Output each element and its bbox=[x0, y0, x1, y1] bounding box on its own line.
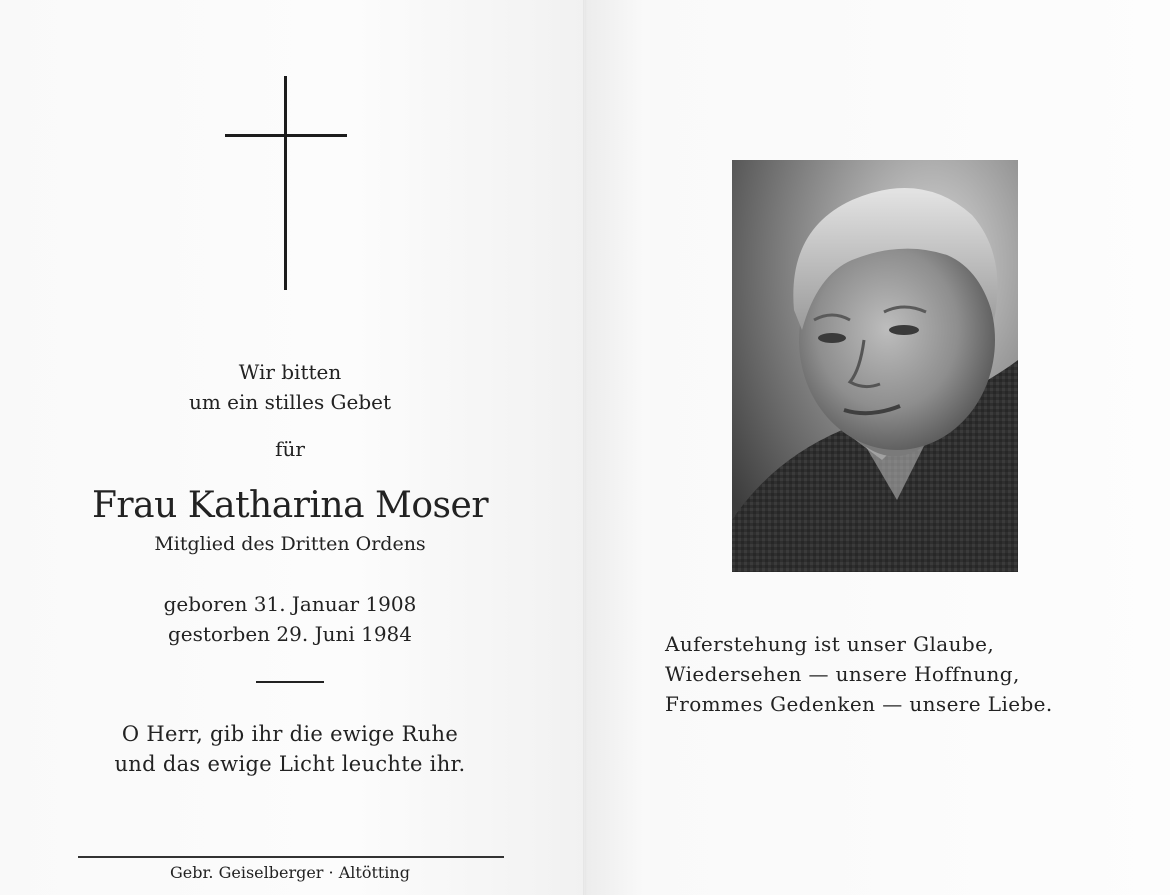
deceased-name: Frau Katharina Moser bbox=[91, 485, 489, 526]
plea-line-2: um ein stilles Gebet bbox=[188, 390, 392, 414]
prayer-line-1: O Herr, gib ihr die ewige Ruhe bbox=[121, 722, 459, 746]
latin-cross-icon bbox=[225, 76, 347, 290]
motto-line-2: Wiedersehen — unsere Hoffnung, bbox=[665, 662, 1020, 686]
motto-line-3: Frommes Gedenken — unsere Liebe. bbox=[665, 692, 1053, 716]
page-fold bbox=[583, 0, 587, 895]
for-word: für bbox=[275, 437, 305, 461]
prayer-line-2: und das ewige Licht leuchte ihr. bbox=[114, 752, 466, 776]
motto-line-1: Auferstehung ist unser Glaube, bbox=[665, 632, 995, 656]
plea-line-1: Wir bitten bbox=[238, 360, 342, 384]
portrait-illustration bbox=[732, 160, 1018, 572]
membership-line: Mitglied des Dritten Ordens bbox=[154, 533, 426, 555]
printer-imprint: Gebr. Geiselberger · Altötting bbox=[170, 863, 410, 882]
short-divider bbox=[256, 681, 324, 683]
death-date: gestorben 29. Juni 1984 bbox=[167, 622, 412, 646]
footer-rule bbox=[78, 856, 504, 858]
birth-date: geboren 31. Januar 1908 bbox=[163, 592, 417, 616]
portrait-photo bbox=[732, 160, 1018, 572]
